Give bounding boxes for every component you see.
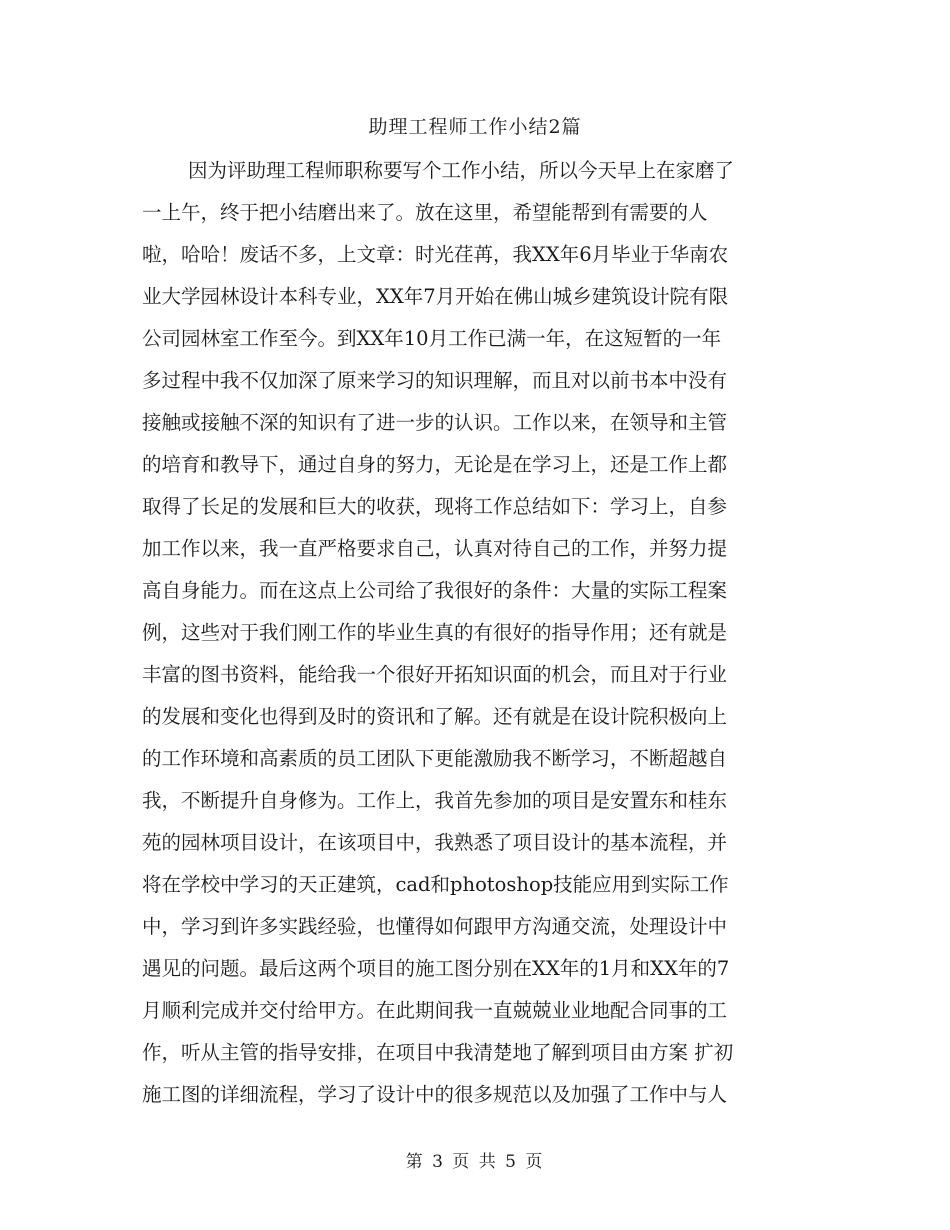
body-line: 遇见的问题。最后这两个项目的施工图分别在XX年的1月和XX年的7 (142, 957, 730, 980)
body-line: 的培育和教导下，通过自身的努力，无论是在学习上，还是工作上都 (142, 453, 728, 476)
body-line: 因为评助理工程师职称要写个工作小结，所以今天早上在家磨了 (188, 159, 735, 182)
body-line: 加工作以来，我一直严格要求自己，认真对待自己的工作，并努力提 (142, 537, 728, 560)
body-line: 公司园林室工作至今。到XX年10月工作已满一年，在这短暂的一年 (142, 327, 722, 350)
body-line: 高自身能力。而在这点上公司给了我很好的条件：大量的实际工程案 (142, 579, 728, 602)
body-line: 施工图的详细流程，学习了设计中的很多规范以及加强了工作中与人 (142, 1083, 728, 1106)
body-line: 的工作环境和高素质的员工团队下更能激励我不断学习，不断超越自 (142, 747, 728, 770)
body-line: 的发展和变化也得到及时的资讯和了解。还有就是在设计院积极向上 (142, 705, 728, 728)
body-line: 啦，哈哈！废话不多，上文章：时光荏苒，我XX年6月毕业于华南农 (142, 243, 729, 266)
body-line: 例，这些对于我们刚工作的毕业生真的有很好的指导作用；还有就是 (142, 621, 728, 644)
body-line: 苑的园林项目设计，在该项目中，我熟悉了项目设计的基本流程，并 (142, 831, 728, 854)
page-number-footer: 第 3 页 共 5 页 (405, 1152, 545, 1172)
body-line: 中，学习到许多实践经验，也懂得如何跟甲方沟通交流，处理设计中 (142, 915, 728, 938)
body-line: 我，不断提升自身修为。工作上，我首先参加的项目是安置东和桂东 (142, 789, 728, 812)
body-line: 月顺利完成并交付给甲方。在此期间我一直兢兢业业地配合同事的工 (142, 999, 728, 1022)
body-line: 作，听从主管的指导安排，在项目中我清楚地了解到项目由方案 扩初 (142, 1041, 734, 1064)
body-line: 丰富的图书资料，能给我一个很好开拓知识面的机会，而且对于行业 (142, 663, 728, 686)
document-title: 助理工程师工作小结2篇 (368, 116, 582, 138)
body-line: 接触或接触不深的知识有了进一步的认识。工作以来，在领导和主管 (142, 411, 728, 434)
body-line: 取得了长足的发展和巨大的收获，现将工作总结如下：学习上，自参 (142, 495, 728, 518)
body-line: 多过程中我不仅加深了原来学习的知识理解，而且对以前书本中没有 (142, 369, 728, 392)
document-body (142, 155, 802, 1121)
body-line: 一上午，终于把小结磨出来了。放在这里，希望能帮到有需要的人 (142, 201, 708, 224)
body-line: 业大学园林设计本科专业，XX年7月开始在佛山城乡建筑设计院有限 (142, 285, 729, 308)
body-line: 将在学校中学习的天正建筑，cad和photoshop技能应用到实际工作 (142, 873, 729, 896)
